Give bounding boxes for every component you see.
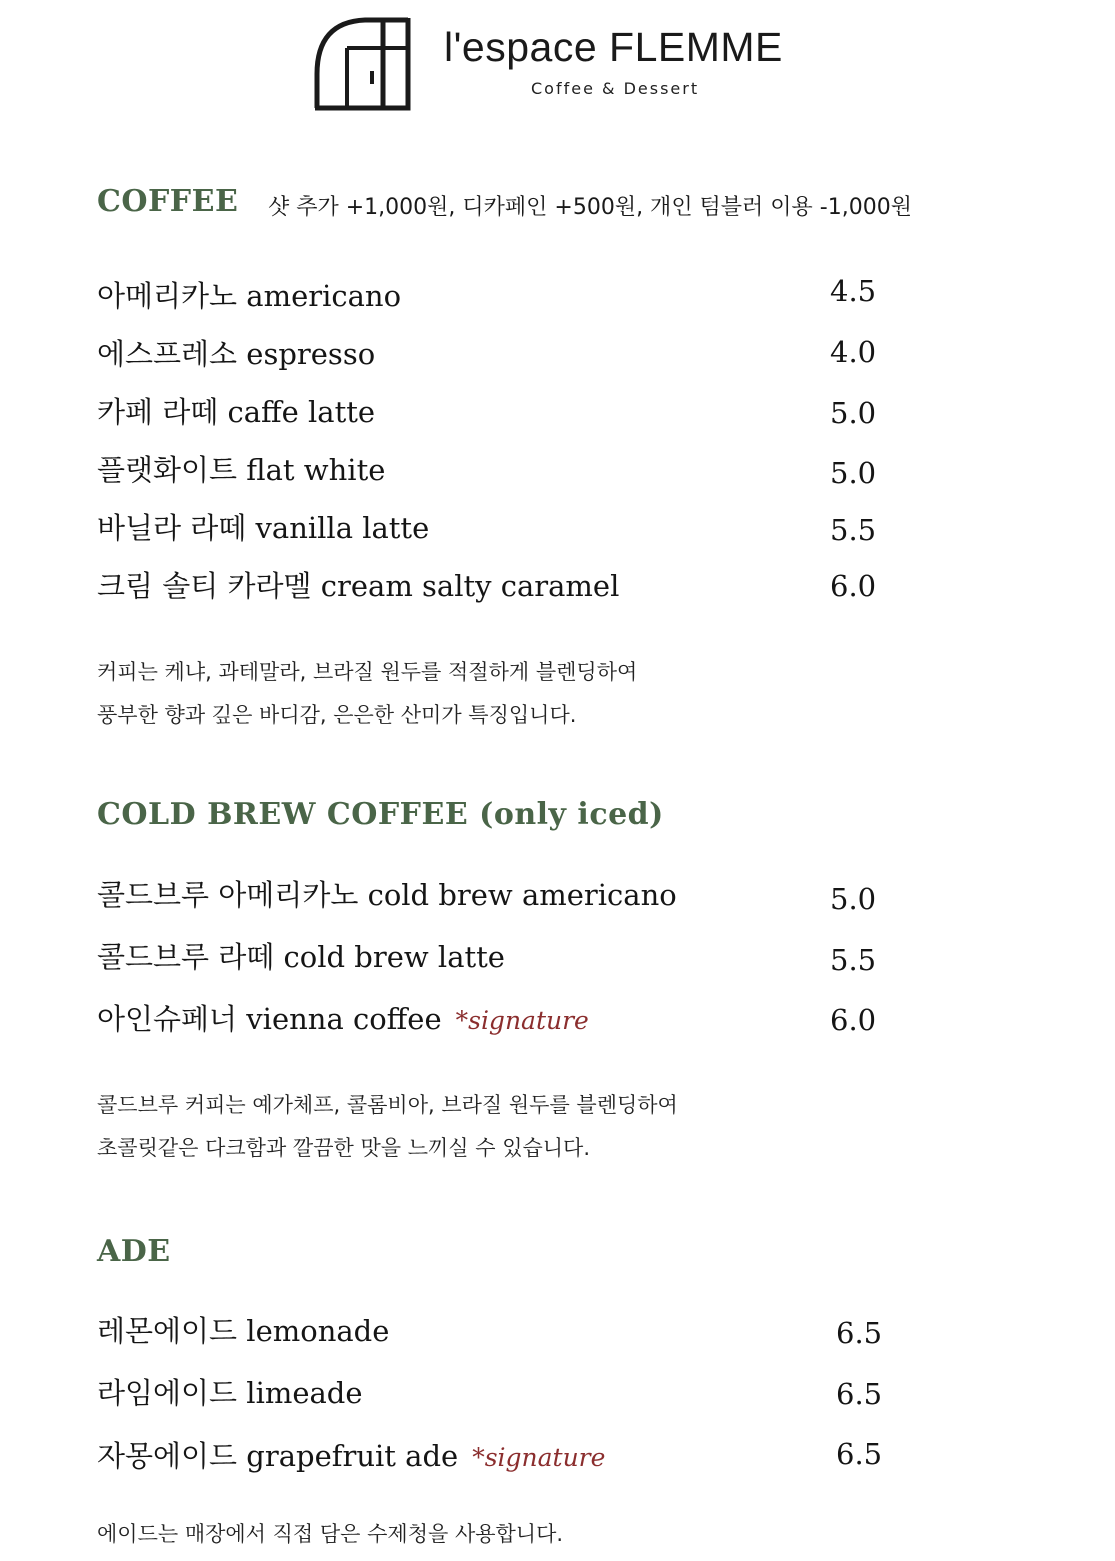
menu-item-caffe-latte: 카페 라떼 caffe latte: [97, 395, 376, 429]
coffee-description-line: 풍부한 향과 깊은 바디감, 은은한 산미가 특징입니다.: [97, 703, 577, 727]
cold-brew-description-line: 초콜릿같은 다크함과 깔끔한 맛을 느끼실 수 있습니다.: [97, 1136, 591, 1160]
menu-price: 6.5: [836, 1377, 883, 1411]
menu-item-americano: 아메리카노 americano: [97, 279, 402, 313]
menu-price: 5.5: [830, 513, 877, 547]
menu-item-grapefruit-ade: 자몽에이드 grapefruit ade *signature: [97, 1439, 606, 1473]
section-heading-cold-brew: COLD BREW COFFEE (only iced): [97, 797, 664, 832]
section-heading-coffee: COFFEE: [97, 184, 239, 219]
signature-badge: *signature: [472, 1443, 606, 1472]
signature-badge: *signature: [455, 1006, 589, 1035]
menu-item-flat-white: 플랫화이트 flat white: [97, 453, 386, 487]
menu-price: 6.5: [836, 1316, 883, 1350]
coffee-extras-note: 샷 추가 +1,000원, 디카페인 +500원, 개인 텀블러 이용 -1,000원: [268, 195, 912, 220]
menu-item-vanilla-latte: 바닐라 라떼 vanilla latte: [97, 511, 430, 545]
menu-item-cream-salty-caramel: 크림 솔티 카라멜 cream salty caramel: [97, 569, 620, 603]
door-house-icon: [313, 14, 413, 112]
menu-price: 5.0: [830, 396, 877, 430]
menu-item-limeade: 라임에이드 limeade: [97, 1376, 363, 1410]
menu-price: 4.0: [830, 335, 877, 369]
menu-price: 5.5: [830, 943, 877, 977]
brand-name: l'espace FLEMME: [444, 24, 783, 70]
menu-item-vienna-coffee: 아인슈페너 vienna coffee *signature: [97, 1002, 589, 1036]
cold-brew-description-line: 콜드브루 커피는 예가체프, 콜롬비아, 브라질 원두를 블렌딩하여: [97, 1093, 678, 1117]
ade-description-line: 에이드는 매장에서 직접 담은 수제청을 사용합니다.: [97, 1522, 564, 1546]
menu-price: 6.0: [830, 1003, 877, 1037]
menu-price: 5.0: [830, 456, 877, 490]
menu-price: 5.0: [830, 882, 877, 916]
menu-item-cold-brew-latte: 콜드브루 라떼 cold brew latte: [97, 940, 505, 974]
section-heading-ade: ADE: [97, 1234, 171, 1269]
menu-price: 6.0: [830, 569, 877, 603]
menu-price: 6.5: [836, 1437, 883, 1471]
menu-item-lemonade: 레몬에이드 lemonade: [97, 1314, 390, 1348]
menu-price: 4.5: [830, 274, 877, 308]
menu-item-espresso: 에스프레소 espresso: [97, 337, 376, 371]
coffee-description-line: 커피는 케냐, 과테말라, 브라질 원두를 적절하게 블렌딩하여: [97, 660, 638, 684]
menu-item-cold-brew-americano: 콜드브루 아메리카노 cold brew americano: [97, 878, 677, 912]
brand-tagline: Coffee & Dessert: [531, 79, 700, 98]
